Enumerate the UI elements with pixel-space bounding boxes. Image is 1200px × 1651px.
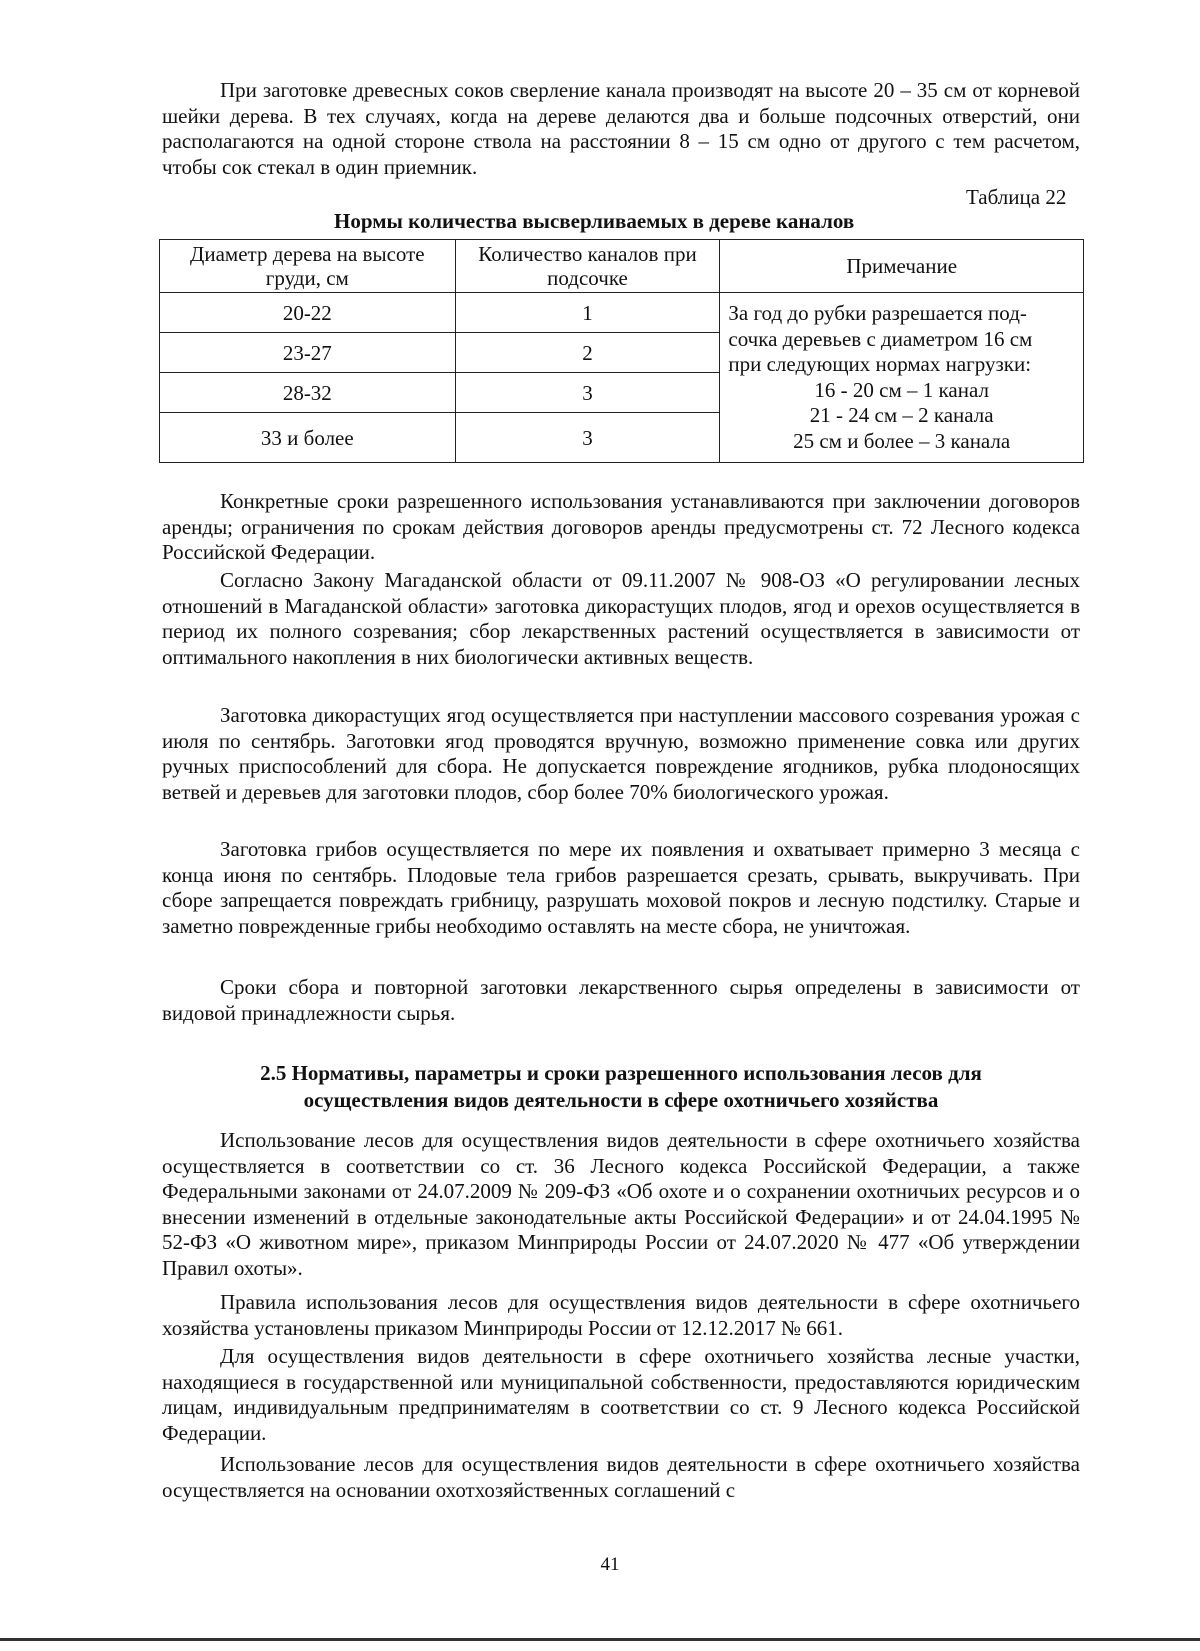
note-line: 21 - 24 см – 2 канала — [809, 403, 994, 427]
paragraph-hunting-use: Использование лесов для осуществления видов деятельности в сфере охотничьего хозяйства осуществляется в соответствии со ст. 36 Лесного кодекса Российской Федерации, а также Федеральными законами от 24.07.2009 № 209-ФЗ «Об охоте и о сохранении охотничьих ресурсов и о внесении изменений в отдельные законодательные акты Российской Федерации» и от 24.04.1995 № 52-ФЗ «О животном мире», приказом Минприроды России от 24.07.2020 № 477 «Об утверждении Правил охоты». — [162, 1128, 1080, 1280]
note-line: За год до рубки разрешается под- — [728, 301, 1027, 325]
channels-norms-table — [159, 239, 1084, 463]
cell-channels: 3 — [455, 373, 720, 413]
note-line: при следующих нормах нагрузки: — [728, 352, 1032, 376]
section-heading — [162, 1060, 1080, 1114]
paragraph-agreements: Использование лесов для осуществления видов деятельности в сфере охотничьего хозяйства осуществляется на основании охотхозяйственных соглашений с — [162, 1452, 1080, 1502]
header-channels: Количество каналов при подсочке — [455, 240, 720, 293]
header-note: Примечание — [720, 240, 1084, 293]
paragraph-hunting-rules: Правила использования лесов для осуществления видов деятельности в сфере охотничьего хозяйства установлены приказом Минприроды России от 12.12.2017 № 661. — [162, 1290, 1080, 1340]
table-caption: Таблица 22 — [966, 185, 1067, 209]
page-number: 41 — [600, 1554, 620, 1575]
cell-channels: 1 — [455, 293, 720, 333]
cell-channels: 2 — [455, 333, 720, 373]
cell-note — [720, 293, 1084, 463]
paragraph-land-plots: Для осуществления видов деятельности в сфере охотничьего хозяйства лесные участки, находящиеся в государственной или муниципальной собственности, предоставляются юридическим лицам, индивидуальным предпринимателям в соответствии со ст. 9 Лесного кодекса Российской Федерации. — [162, 1344, 1080, 1445]
section-heading-line: осуществления видов деятельности в сфере охотничьего хозяйства — [303, 1088, 939, 1112]
scan-edge-line — [0, 1638, 1200, 1641]
table-header-row — [160, 240, 1084, 293]
cell-diameter: 20-22 — [160, 293, 456, 333]
cell-diameter: 33 и более — [160, 413, 456, 463]
paragraph-lease-terms: Конкретные сроки разрешенного использования устанавливаются при заключении договоров аренды; ограничения по срокам действия договоров аренды предусмотрены ст. 72 Лесного кодекса Российской Федерации. — [162, 489, 1080, 565]
cell-diameter: 23-27 — [160, 333, 456, 373]
paragraph-magadan-law: Согласно Закону Магаданской области от 09.11.2007 № 908-ОЗ «О регулировании лесных отношений в Магаданской области» заготовка дикорастущих плодов, ягод и орехов осуществляется в период их полного созревания; сбор лекарственных растений осуществляется в зависимости от оптимального накопления в них биологически активных веществ. — [162, 568, 1080, 669]
note-line: 25 см и более – 3 канала — [793, 428, 1011, 453]
cell-channels: 3 — [455, 413, 720, 463]
paragraph-sap-drilling: При заготовке древесных соков сверление канала производят на высоте 20 – 35 см от корневой шейки дерева. В тех случаях, когда на дереве делаются два и больше подсочных отверстий, они располагаются на одной стороне ствола на расстоянии 8 – 15 см одно от другого с тем расчетом, чтобы сок стекал в один приемник. — [162, 78, 1080, 179]
table-title: Нормы количества высверливаемых в дереве каналов — [334, 209, 855, 233]
note-line: 16 - 20 см – 1 канал — [814, 377, 989, 402]
paragraph-medicinal: Сроки сбора и повторной заготовки лекарственного сырья определены в зависимости от видовой принадлежности сырья. — [162, 975, 1080, 1025]
note-line: сочка деревьев с диаметром 16 см — [728, 326, 1033, 351]
paragraph-berries: Заготовка дикорастущих ягод осуществляется при наступлении массового созревания урожая с июля по сентябрь. Заготовки ягод проводятся вручную, возможно применение совка или других ручных приспособлений для сбора. Не допускается повреждение ягодников, рубка плодоносящих ветвей и деревьев для заготовки плодов, сбор более 70% биологического урожая. — [162, 703, 1080, 804]
header-diameter: Диаметр дерева на высоте груди, см — [160, 240, 456, 293]
paragraph-mushrooms: Заготовка грибов осуществляется по мере их появления и охватывает примерно 3 месяца с конца июня по сентябрь. Плодовые тела грибов разрешается срезать, срывать, выкручивать. При сборе запрещается повреждать грибницу, разрушать моховой покров и лесную подстилку. Старые и заметно поврежденные грибы необходимо оставлять на месте сбора, не уничтожая. — [162, 837, 1080, 938]
section-heading-line: 2.5 Нормативы, параметры и сроки разрешенного использования лесов для — [260, 1061, 982, 1085]
cell-diameter: 28-32 — [160, 373, 456, 413]
table-row — [160, 293, 1084, 333]
